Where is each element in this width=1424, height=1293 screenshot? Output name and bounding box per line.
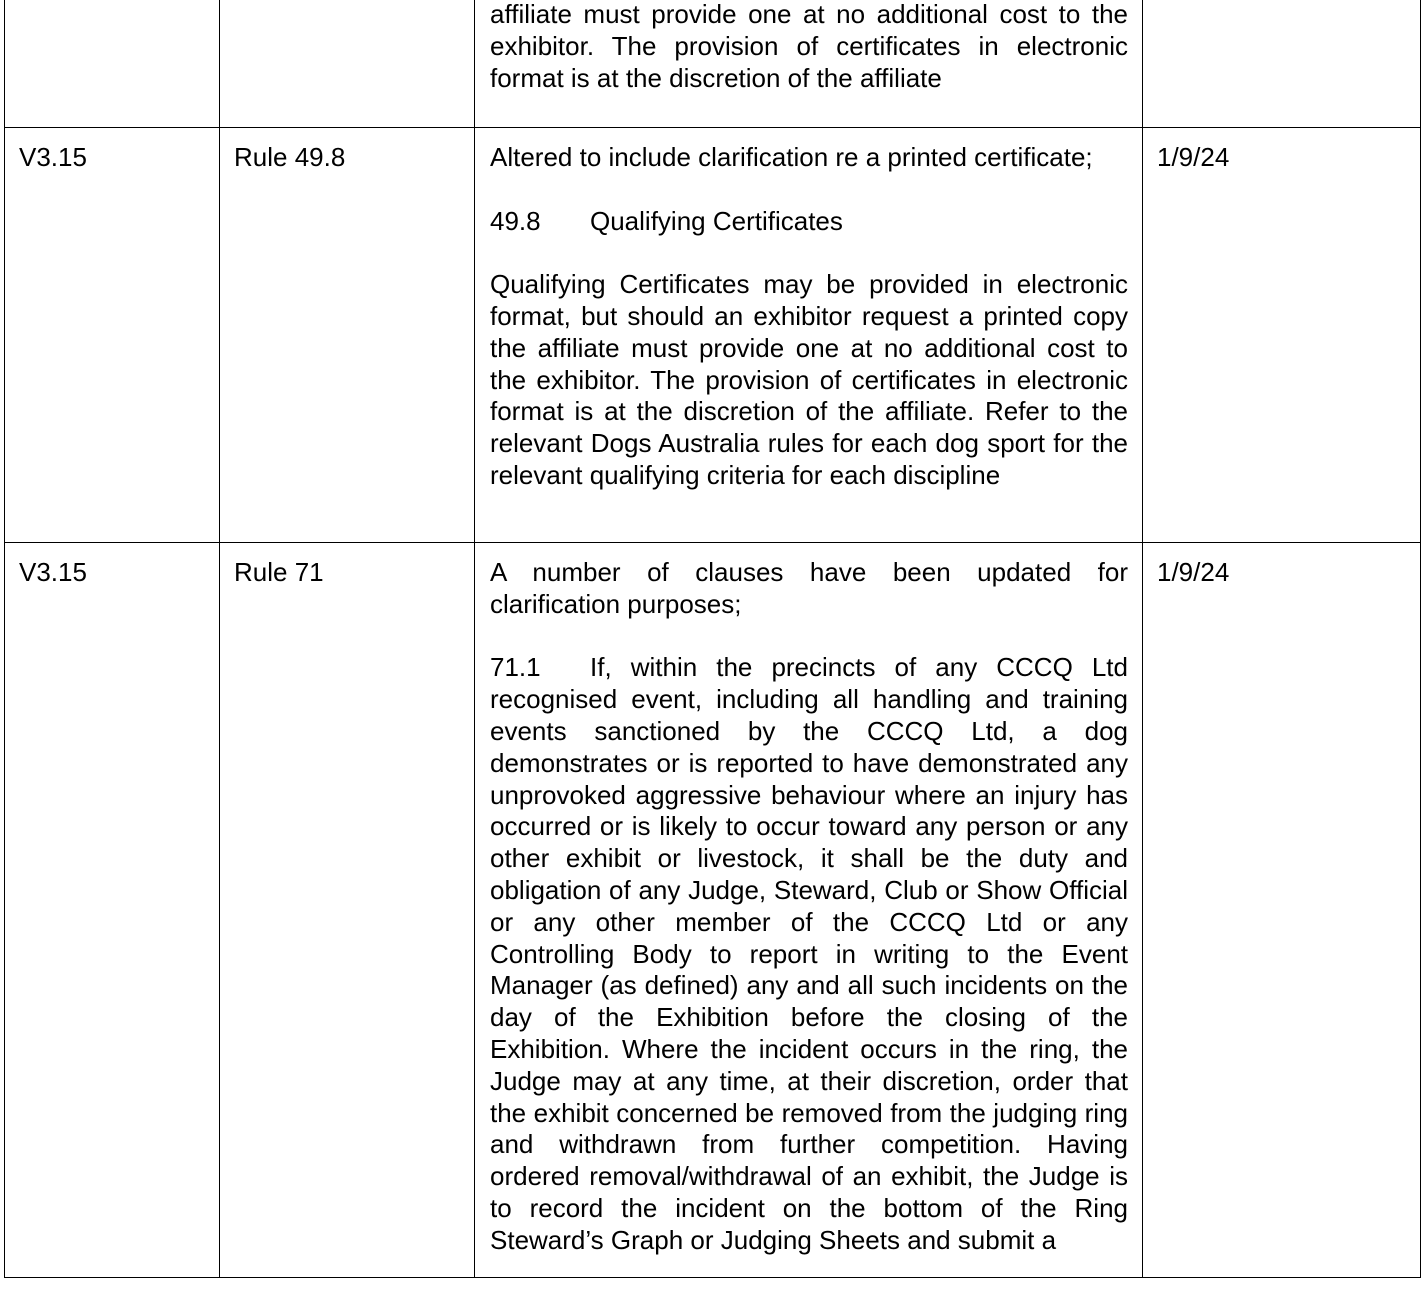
clause-title: Qualifying Certificates [590,205,843,236]
description-text: affiliate must provide one at no additional cost to the exhibitor. The provision of certificates in electronic format is at the discretion of the affiliate [490,0,1128,93]
clause-body [490,652,1128,1256]
version-cell [5,0,220,128]
table-row [5,128,1421,543]
version-cell: V3.15 [5,543,220,1278]
clause-number: 71.1 [490,652,541,683]
date-cell [1143,0,1421,128]
table-row [5,0,1421,128]
date-cell: 1/9/24 [1143,543,1421,1278]
description-cell [475,0,1143,128]
change-intro: Altered to include clarification re a printed certificate; [490,142,1093,172]
rule-cell: Rule 71 [220,543,475,1278]
table-row [5,543,1421,1278]
description-cell [475,543,1143,1278]
version-cell: V3.15 [5,128,220,543]
description-cell [475,128,1143,543]
rule-cell [220,0,475,128]
clause-body: Qualifying Certificates may be provided in electronic format, but should an exhibitor request a printed copy the affiliate must provide one at no additional cost to the exhibitor. The provision of certificates in electronic format is at the discretion of the affiliate. Refer to the relevant Dogs Australia rules for each dog sport for the relevant qualifying criteria for each discipline [490,269,1128,490]
amendments-table [4,0,1421,1278]
clause-text: If, within the precincts of any CCCQ Ltd recognised event, including all handling and training events sanctioned by the CCCQ Ltd, a dog demonstrates or is reported to have demonstrated any unprovoked aggressive behaviour where an injury has occurred or is likely to occur toward any person or any other exhibit or livestock, it shall be the duty and obligation of any Judge, Steward, Club or Show Official or any other member of the CCCQ Ltd or any Controlling Body to report in writing to the Event Manager (as defined) any and all such incidents on the day of the Exhibition before the closing of the Exhibition. Where the incident occurs in the ring, the Judge may at any time, at their discretion, order that the exhibit concerned be removed from the judging ring and withdrawn from further competition. Having ordered removal/withdrawal of an exhibit, the Judge is to record the incident on the bottom of the Ring Steward’s Graph or Judging Sheets and submit a [490,652,1128,1255]
rule-cell: Rule 49.8 [220,128,475,543]
change-intro: A number of clauses have been updated for clarification purposes; [490,557,1128,619]
clause-heading [490,206,1128,238]
date-cell: 1/9/24 [1143,128,1421,543]
clause-number: 49.8 [490,205,541,236]
